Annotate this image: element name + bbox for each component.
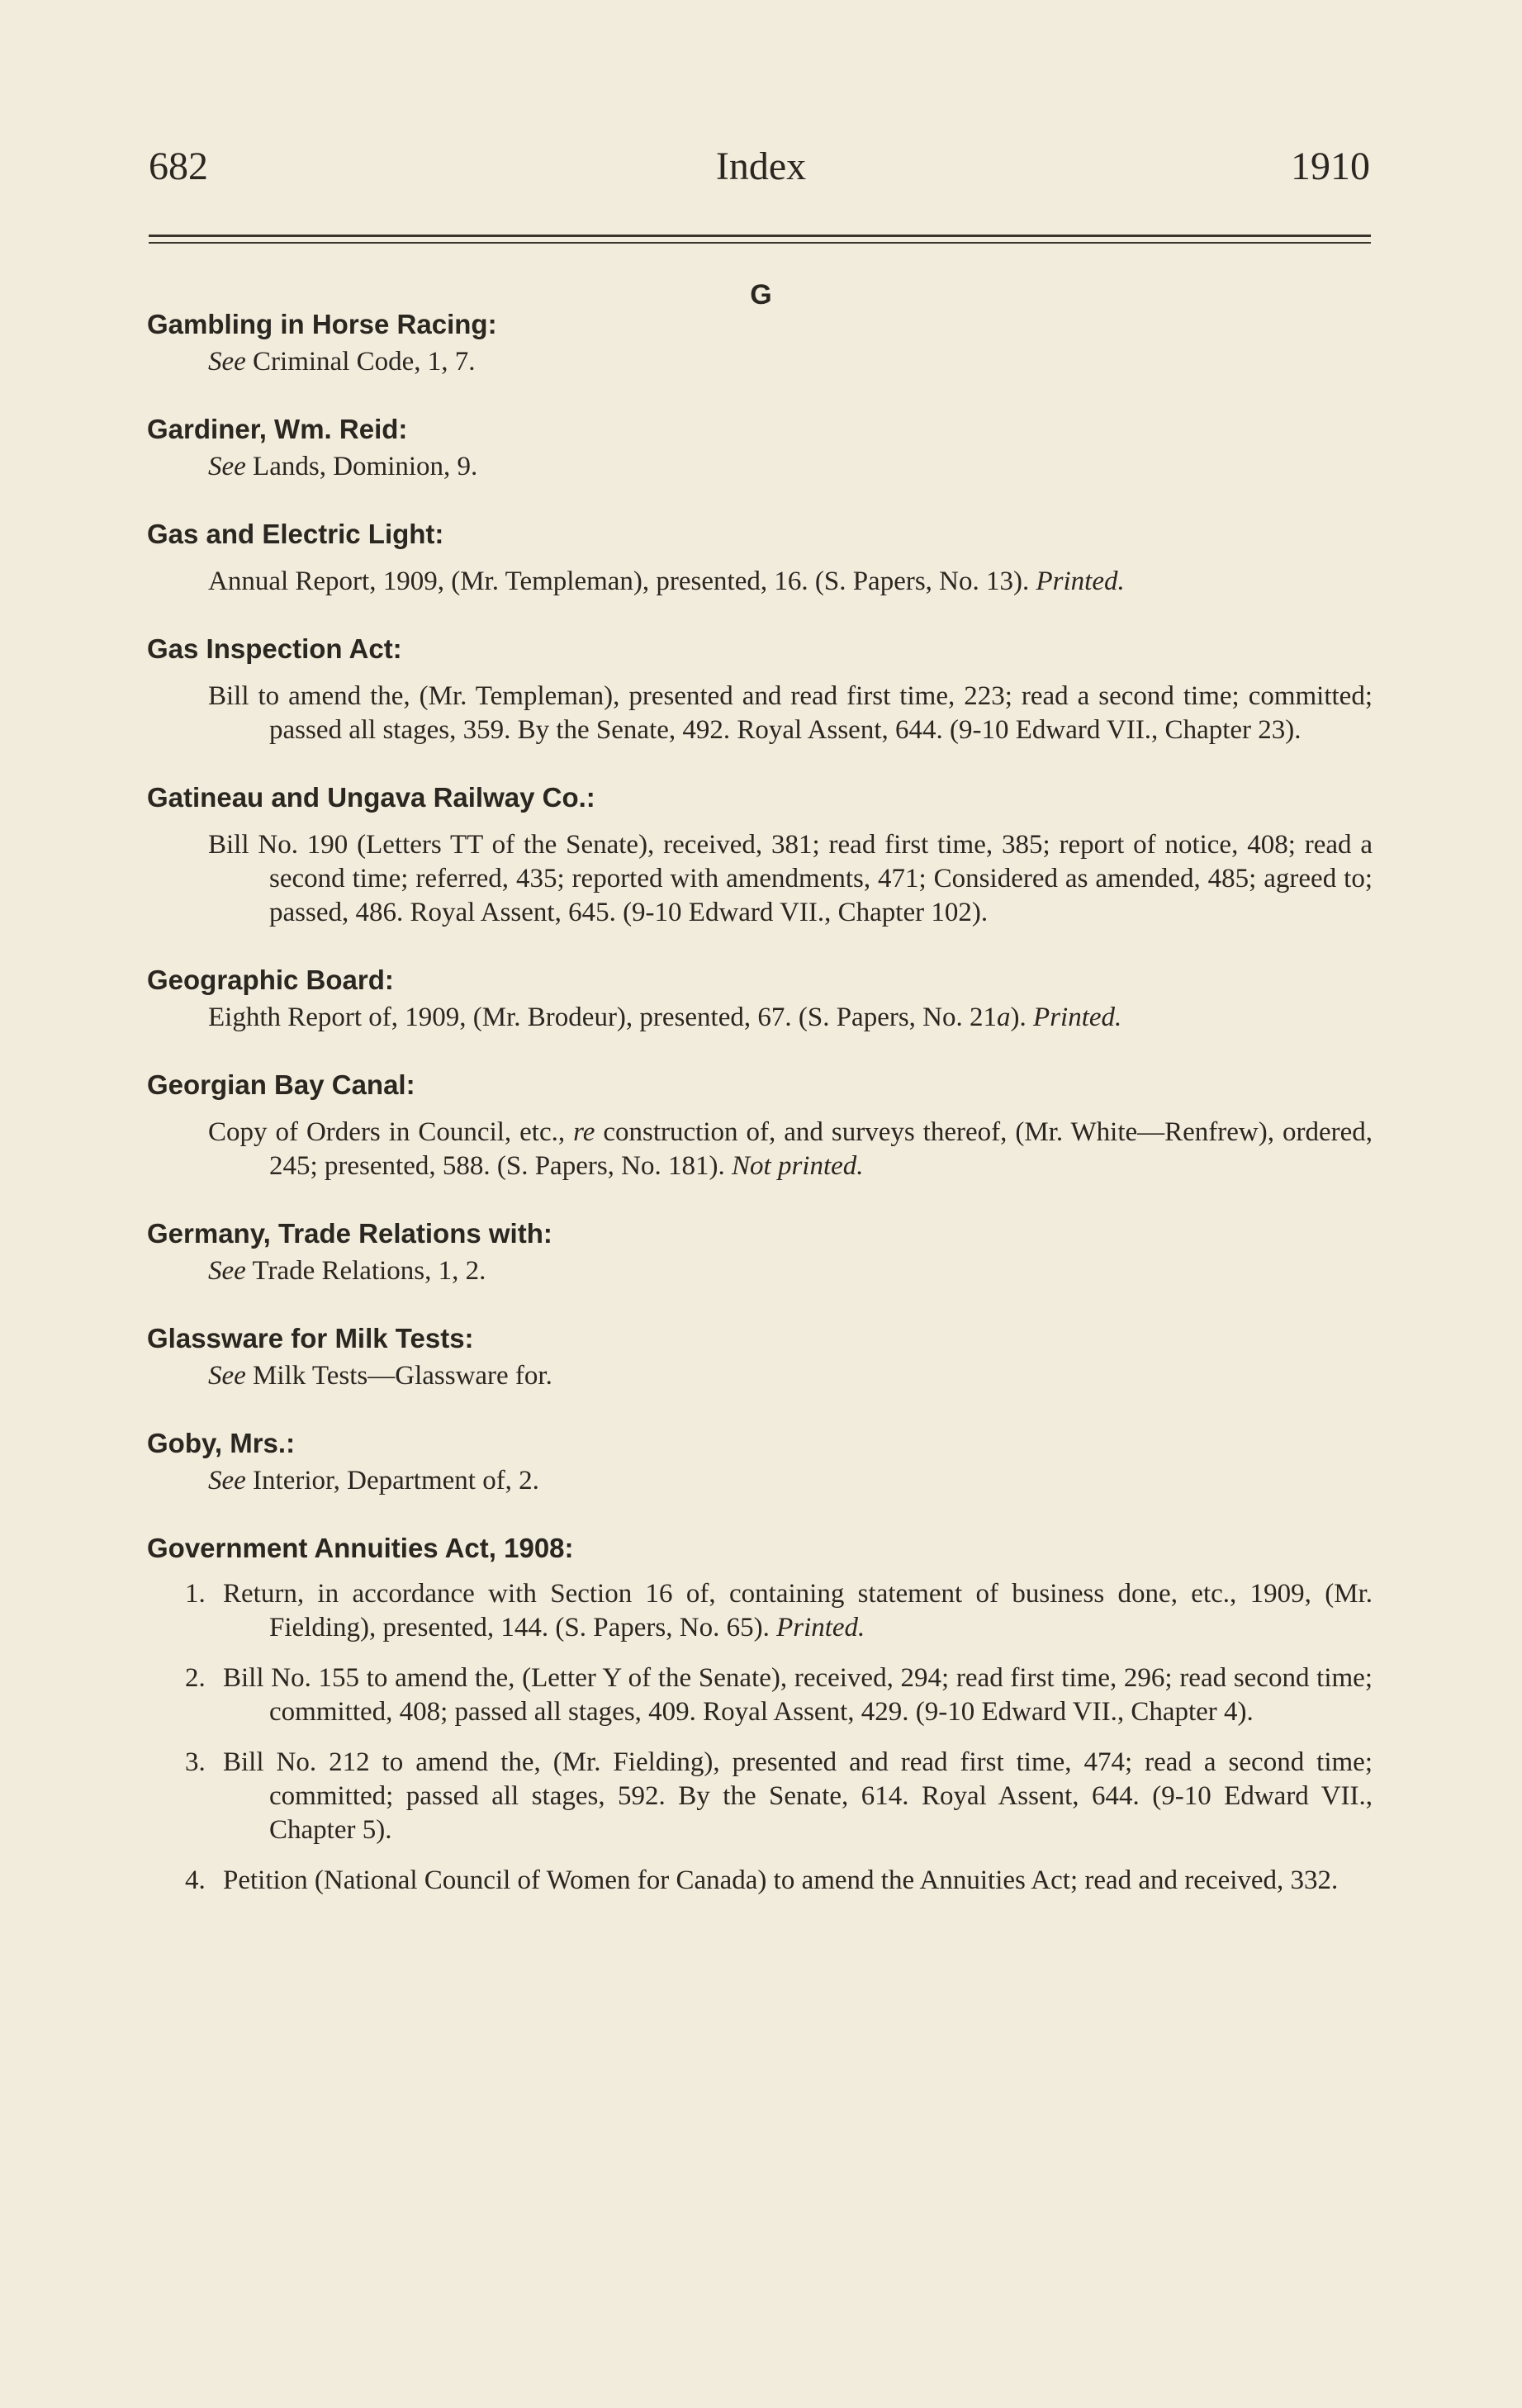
printed-note: Printed. <box>776 1613 865 1642</box>
entry-heading: Gatineau and Ungava Railway Co.: <box>147 782 595 813</box>
item-text: Return, in accordance with Section 16 of, containing statement of business done, etc., 1909, (Mr. Fielding), presented, 144. (S. Papers, No. 65). <box>223 1579 1373 1642</box>
index-entry <box>147 1531 1373 1898</box>
index-entry <box>147 780 1373 930</box>
entry-heading: Germany, Trade Relations with: <box>147 1218 552 1249</box>
body-text-end: ). <box>1010 1003 1027 1032</box>
see-label: See <box>208 1466 246 1496</box>
entry-heading: Goby, Mrs.: <box>147 1428 296 1458</box>
list-item <box>147 1864 1373 1898</box>
list-item <box>147 1577 1373 1645</box>
page-number: 682 <box>149 145 208 188</box>
see-label: See <box>208 1256 246 1286</box>
reference-text: Criminal Code, 1, 7. <box>253 347 476 377</box>
body-text: Eighth Report of, 1909, (Mr. Brodeur), presented, 67. (S. Papers, No. 21 <box>208 1003 998 1032</box>
reference-text: Milk Tests—Glassware for. <box>253 1361 552 1391</box>
header-rule-top <box>149 235 1371 237</box>
entry-reference <box>147 450 1373 484</box>
reference-text: Lands, Dominion, 9. <box>253 452 478 481</box>
index-entries <box>147 307 1373 1898</box>
index-entry <box>147 412 1373 484</box>
page-year: 1910 <box>1291 145 1370 188</box>
entry-heading: Gardiner, Wm. Reid: <box>147 414 408 444</box>
body-text-cont: construction of, and surveys thereof, (Mr. White—Renfrew), ordered, 245; presented, 588. (S. Papers, No. 181). <box>269 1117 1373 1181</box>
entry-heading: Government Annuities Act, 1908: <box>147 1533 574 1563</box>
item-number: 2. <box>185 1663 206 1693</box>
reference-text: Interior, Department of, 2. <box>253 1466 539 1496</box>
list-item <box>147 1661 1373 1729</box>
section-letter: G <box>750 279 772 310</box>
entry-item-list <box>147 1577 1373 1898</box>
item-number: 3. <box>185 1747 206 1777</box>
printed-note: Printed. <box>1033 1003 1122 1032</box>
index-entry <box>147 1426 1373 1498</box>
printed-note: Not printed. <box>732 1151 864 1181</box>
entry-heading: Gas and Electric Light: <box>147 519 444 549</box>
see-label: See <box>208 452 246 481</box>
index-entry <box>147 963 1373 1035</box>
entry-heading: Geographic Board: <box>147 965 394 995</box>
entry-body <box>147 565 1373 599</box>
entry-heading: Gas Inspection Act: <box>147 633 402 664</box>
paper-suffix: a <box>997 1003 1011 1032</box>
entry-reference <box>147 1254 1373 1288</box>
entry-reference <box>147 1464 1373 1498</box>
header-rule-bottom <box>149 242 1371 244</box>
body-text: Copy of Orders in Council, etc., <box>208 1117 566 1147</box>
list-item <box>147 1746 1373 1847</box>
see-label: See <box>208 1361 246 1391</box>
index-entry <box>147 1321 1373 1393</box>
item-number: 1. <box>185 1579 206 1609</box>
index-entry <box>147 1068 1373 1183</box>
entry-body: Bill No. 190 (Letters TT of the Senate), received, 381; read first time, 385; report of notice, 408; read a second time; referred, 435; reported with amendments, 471; Considered as amended, 485; agreed to; passed, 486. Royal Assent, 645. (9-10 Edward VII., Chapter 102). <box>208 830 1373 927</box>
entry-heading: Georgian Bay Canal: <box>147 1069 415 1100</box>
item-number: 4. <box>185 1865 206 1895</box>
entry-body <box>147 1001 1373 1035</box>
entry-reference <box>147 345 1373 379</box>
index-entry <box>147 1216 1373 1288</box>
item-text: Bill No. 212 to amend the, (Mr. Fielding), presented and read first time, 474; read a second time; committed; passed all stages, 592. By the Senate, 614. Royal Assent, 644. (9-10 Edward VII., Chapter 5). <box>223 1747 1373 1845</box>
item-text: Petition (National Council of Women for Canada) to amend the Annuities Act; read and received, 332. <box>223 1865 1339 1895</box>
index-entry <box>147 307 1373 379</box>
body-text: Annual Report, 1909, (Mr. Templeman), presented, 16. (S. Papers, No. 13). <box>208 566 1030 596</box>
printed-note: Printed. <box>1036 566 1125 596</box>
reference-text: Trade Relations, 1, 2. <box>252 1256 486 1286</box>
page-title: Index <box>715 145 807 188</box>
index-entry <box>147 632 1373 747</box>
entry-body <box>147 1116 1373 1183</box>
re-label: re <box>573 1117 595 1147</box>
entry-body: Bill to amend the, (Mr. Templeman), presented and read first time, 223; read a second time; committed; passed all stages, 359. By the Senate, 492. Royal Assent, 644. (9-10 Edward VII., Chapter 23). <box>208 681 1373 745</box>
entry-heading: Gambling in Horse Racing: <box>147 309 497 339</box>
entry-reference <box>147 1359 1373 1393</box>
item-text: Bill No. 155 to amend the, (Letter Y of the Senate), received, 294; read first time, 296; read second time; committed, 408; passed all stages, 409. Royal Assent, 429. (9-10 Edward VII., Chapter 4). <box>223 1663 1373 1727</box>
entry-heading: Glassware for Milk Tests: <box>147 1323 474 1353</box>
index-entry <box>147 517 1373 599</box>
see-label: See <box>208 347 246 377</box>
